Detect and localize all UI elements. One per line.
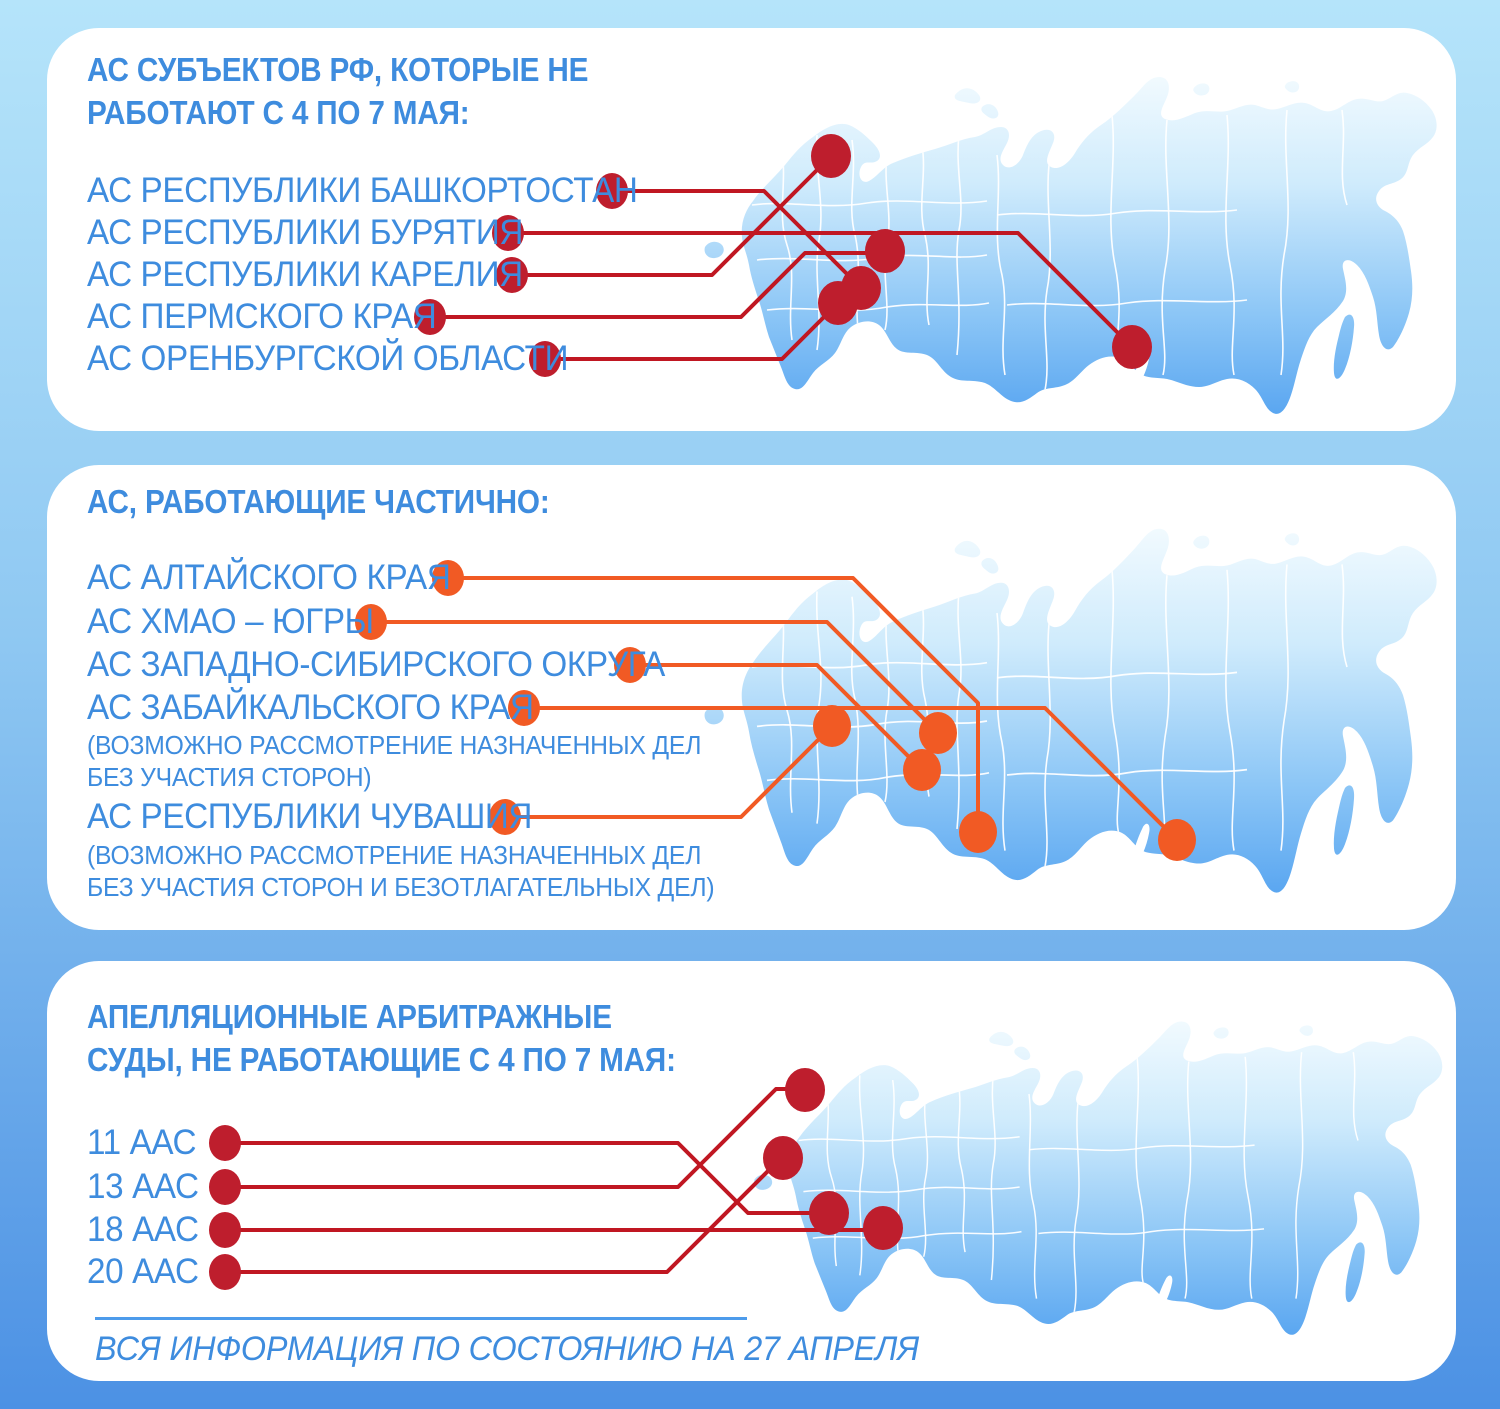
russia-map — [705, 529, 1437, 893]
court-item: АС ЗАБАЙКАЛЬСКОГО КРАЯ — [87, 688, 534, 727]
map-dot-perm — [865, 229, 905, 273]
label-dot — [209, 1125, 241, 1161]
map-dot-18aac — [863, 1206, 903, 1250]
map-dot-altai — [959, 811, 997, 853]
panel3-title-line1: АПЕЛЛЯЦИОННЫЕ АРБИТРАЖНЫЕ — [87, 998, 612, 1035]
map-dot-chuvashia — [813, 705, 851, 747]
court-item-note: (ВОЗМОЖНО РАССМОТРЕНИЕ НАЗНАЧЕННЫХ ДЕЛ — [87, 730, 702, 760]
court-item: АС РЕСПУБЛИКИ ЧУВАШИЯ — [87, 797, 533, 836]
court-item: АС РЕСПУБЛИКИ БАШКОРТОСТАН — [87, 171, 638, 210]
court-item: 13 ААС — [87, 1167, 199, 1206]
court-item: АС ПЕРМСКОГО КРАЯ — [87, 297, 437, 336]
footer-divider — [95, 1317, 747, 1320]
court-item-note: БЕЗ УЧАСТИЯ СТОРОН И БЕЗОТЛАГАТЕЛЬНЫХ ДЕЛ) — [87, 872, 715, 902]
connector-lines — [225, 1089, 881, 1272]
court-item-note: БЕЗ УЧАСТИЯ СТОРОН) — [87, 762, 372, 792]
court-item: АС АЛТАЙСКОГО КРАЯ — [87, 558, 451, 597]
map-dot-karelia — [811, 134, 851, 178]
map-dot-zabaykalsky — [1158, 819, 1196, 861]
panel-appellate-courts — [47, 961, 1456, 1381]
map-dot-khmao — [919, 712, 957, 754]
court-item: АС ЗАПАДНО-СИБИРСКОГО ОКРУГА — [87, 645, 665, 684]
panel2-title: АС, РАБОТАЮЩИЕ ЧАСТИЧНО: — [87, 483, 550, 520]
russia-map — [754, 1021, 1442, 1334]
label-dot — [209, 1254, 241, 1290]
label-dots — [209, 1125, 241, 1290]
court-item: 11 ААС — [87, 1123, 197, 1162]
court-item: АС РЕСПУБЛИКИ КАРЕЛИЯ — [87, 255, 523, 294]
court-item-note: (ВОЗМОЖНО РАССМОТРЕНИЕ НАЗНАЧЕННЫХ ДЕЛ — [87, 840, 702, 870]
panel3-title-line2: СУДЫ, НЕ РАБОТАЮЩИЕ С 4 ПО 7 МАЯ: — [87, 1041, 676, 1078]
label-dot — [209, 1212, 241, 1248]
panel1-title-line2: РАБОТАЮТ С 4 ПО 7 МАЯ: — [87, 94, 470, 131]
panel1-title-line1: АС СУБЪЕКТОВ РФ, КОТОРЫЕ НЕ — [87, 51, 589, 88]
court-item: 18 ААС — [87, 1210, 199, 1249]
map-dot-west-siberian — [903, 749, 941, 791]
court-item: 20 ААС — [87, 1252, 199, 1291]
russia-map — [705, 77, 1437, 414]
map-dot-13aac — [785, 1068, 825, 1112]
map-dot-orenburg — [818, 281, 858, 325]
court-item: АС ХМАО – ЮГРЫ — [87, 602, 374, 641]
panel-closed-courts — [47, 28, 1456, 431]
map-dot-11aac — [809, 1191, 849, 1235]
map-dot-20aac — [763, 1136, 803, 1180]
panel-partially-working-courts — [47, 465, 1456, 930]
map-dot-buryatia — [1112, 325, 1152, 369]
court-item: АС ОРЕНБУРГСКОЙ ОБЛАСТИ — [87, 339, 569, 378]
court-item: АС РЕСПУБЛИКИ БУРЯТИЯ — [87, 213, 524, 252]
label-dot — [209, 1169, 241, 1205]
footer-note: ВСЯ ИНФОРМАЦИЯ ПО СОСТОЯНИЮ НА 27 АПРЕЛЯ — [95, 1330, 919, 1368]
